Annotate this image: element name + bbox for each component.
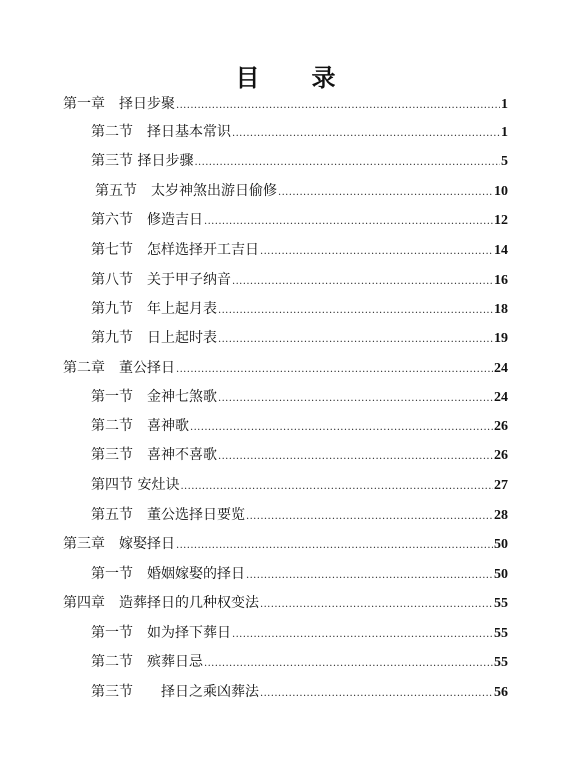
entry-number: 第一节 — [91, 566, 133, 582]
entry-number: 第一节 — [91, 389, 133, 405]
toc-entry[interactable] — [91, 623, 508, 643]
toc-entry[interactable] — [91, 416, 508, 436]
entry-page: 1 — [501, 125, 508, 140]
toc-entry[interactable] — [91, 151, 508, 171]
toc-entry[interactable] — [91, 122, 508, 142]
entry-title: 婚姻嫁娶的择日 — [147, 566, 245, 582]
entry-page: 55 — [494, 626, 508, 641]
entry-number: 第四节 — [91, 477, 133, 493]
toc-entry[interactable] — [91, 328, 508, 348]
page-title: 目 录 — [235, 64, 350, 92]
entry-number: 第二节 — [91, 124, 133, 140]
dot-leader — [218, 447, 493, 467]
entry-title: 喜神不喜歌 — [147, 447, 217, 463]
dot-leader — [246, 507, 493, 527]
entry-title: 金神七煞歌 — [147, 389, 217, 405]
entry-title: 择日步聚 — [119, 96, 175, 112]
entry-page: 24 — [494, 390, 508, 405]
dot-leader — [260, 242, 493, 262]
entry-page: 26 — [494, 448, 508, 463]
entry-title: 安灶诀 — [137, 477, 180, 493]
entry-title: 修造吉日 — [147, 212, 203, 228]
dot-leader — [176, 536, 493, 556]
entry-title: 怎样选择开工吉日 — [147, 242, 259, 258]
toc-entry[interactable] — [91, 445, 508, 465]
entry-number: 第五节 — [95, 183, 137, 199]
entry-page: 55 — [494, 596, 508, 611]
toc-entry[interactable] — [91, 652, 508, 672]
entry-title: 嫁娶择日 — [119, 536, 175, 552]
entry-number: 第二节 — [91, 418, 133, 434]
dot-leader — [180, 477, 493, 497]
entry-title: 董公选择日要览 — [147, 507, 245, 523]
dot-leader — [190, 418, 493, 438]
entry-title: 择日步骤 — [137, 153, 194, 169]
entry-page: 16 — [494, 273, 508, 288]
toc-entry[interactable] — [91, 270, 508, 290]
dot-leader — [218, 301, 493, 321]
toc-entry[interactable] — [91, 299, 508, 319]
entry-number: 第四章 — [63, 595, 105, 611]
entry-number: 第八节 — [91, 272, 133, 288]
entry-title: 殡葬日忌 — [147, 654, 203, 670]
toc-entry[interactable] — [91, 210, 508, 230]
toc-entry[interactable] — [95, 181, 508, 201]
toc-entry[interactable] — [63, 593, 508, 613]
entry-title: 造葬择日的几种权变法 — [119, 595, 259, 611]
entry-title: 择日基本常识 — [147, 124, 231, 140]
dot-leader — [260, 684, 493, 704]
entry-page: 55 — [494, 655, 508, 670]
entry-page: 26 — [494, 419, 508, 434]
entry-number: 第三章 — [63, 536, 105, 552]
toc-entry[interactable] — [63, 358, 508, 378]
dot-leader — [260, 595, 493, 615]
entry-number: 第七节 — [91, 242, 133, 258]
entry-number: 第六节 — [91, 212, 133, 228]
dot-leader — [194, 153, 500, 173]
entry-page: 50 — [494, 537, 508, 552]
entry-title: 择日之乘凶葬法 — [161, 684, 259, 700]
entry-page: 50 — [494, 567, 508, 582]
entry-title: 喜神歌 — [147, 418, 189, 434]
toc-entry[interactable] — [63, 94, 508, 114]
toc-entry[interactable] — [91, 564, 508, 584]
entry-page: 14 — [494, 243, 508, 258]
entry-number: 第九节 — [91, 301, 133, 317]
entry-page: 18 — [494, 302, 508, 317]
entry-page: 28 — [494, 508, 508, 523]
entry-page: 10 — [494, 184, 508, 199]
entry-number: 第二节 — [91, 654, 133, 670]
dot-leader — [246, 566, 493, 586]
dot-leader — [218, 330, 493, 350]
dot-leader — [204, 212, 493, 232]
entry-number: 第三节 — [91, 447, 133, 463]
dot-leader — [218, 389, 493, 409]
entry-title: 日上起时表 — [147, 330, 217, 346]
toc-entry[interactable] — [63, 534, 508, 554]
entry-number: 第一章 — [63, 96, 105, 112]
entry-page: 5 — [501, 154, 508, 169]
dot-leader — [176, 360, 493, 380]
dot-leader — [232, 124, 500, 144]
dot-leader — [278, 183, 493, 203]
dot-leader — [176, 96, 500, 116]
entry-number: 第三节 — [91, 684, 133, 700]
entry-number: 第二章 — [63, 360, 105, 376]
entry-number: 第九节 — [91, 330, 133, 346]
entry-page: 24 — [494, 361, 508, 376]
entry-page: 19 — [494, 331, 508, 346]
toc-entry[interactable] — [91, 682, 508, 702]
entry-number: 第三节 — [91, 153, 133, 169]
entry-page: 12 — [494, 213, 508, 228]
entry-title: 年上起月表 — [147, 301, 217, 317]
entry-page: 1 — [501, 97, 508, 112]
toc-entry[interactable] — [91, 505, 508, 525]
toc-entry[interactable] — [91, 387, 508, 407]
entry-page: 56 — [494, 685, 508, 700]
entry-title: 如为择下葬日 — [147, 625, 231, 641]
entry-page: 27 — [494, 478, 508, 493]
entry-number: 第五节 — [91, 507, 133, 523]
toc-entry[interactable] — [91, 475, 508, 495]
entry-title: 董公择日 — [119, 360, 175, 376]
dot-leader — [232, 625, 493, 645]
entry-title: 太岁神煞出游日偷修 — [151, 183, 277, 199]
dot-leader — [204, 654, 493, 674]
entry-number: 第一节 — [91, 625, 133, 641]
toc-entry[interactable] — [91, 240, 508, 260]
dot-leader — [232, 272, 493, 292]
entry-title: 关于甲子纳音 — [147, 272, 231, 288]
